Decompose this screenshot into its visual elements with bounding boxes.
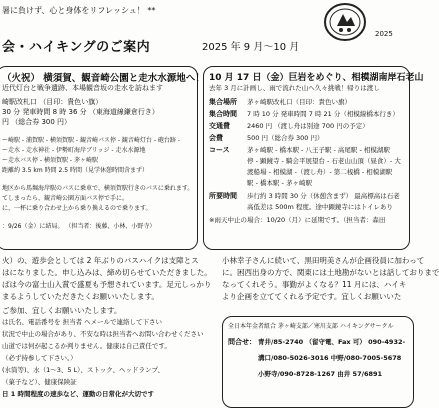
note-right-line: より企画を立ててくれる予定です。宜しくお願いいた (222, 292, 402, 301)
organization-name: 全日本年金者組合 茅ヶ崎支部／寒川支部 ハイキングサークル (228, 323, 394, 330)
right-row-value: 渡船場 - 相模湖 -（渡し舟）- 第二桟橋 - 相模湖駅 (247, 168, 393, 176)
instruction-line: 状況で中止の場合があり、不安な時は担当者へお問い合わせください (2, 330, 204, 338)
right-event-subtitle: 去年 3 月に計画し、雨で流れた山へ久々挑戦！帰りは渡し (209, 84, 380, 92)
right-row-key: 会費 (209, 134, 223, 142)
right-row-value: 7 時 10 分 発車時間 7 時 21 分（相模線橋本行き） (247, 110, 399, 118)
event-period: 2025 年 9 月〜10 月 (202, 42, 300, 53)
left-line: 距離約 3.5 km 時間 2.5 時間（見学休憩時間含まず） (2, 167, 148, 174)
right-row-key: 集合時間 (209, 110, 237, 118)
left-line: 円 （総合券 300 円） (2, 118, 72, 126)
left-line: てしまったら、観音崎公園方面バス停で手に。 (2, 195, 129, 202)
right-row-value: 駅 - 橋本駅 - 茅ヶ崎駅 (247, 179, 312, 187)
left-line: に、一杯に乗り合わせ上から乗り換えるので乗ります。 (2, 205, 152, 212)
right-row-key: コース (209, 146, 230, 154)
contact-line: 溝口/080-5026-3016 中野/080-7005-5678 (258, 354, 402, 362)
right-row-value: 2460 円 （渡し舟は別途 700 円の予定） (247, 122, 369, 130)
left-event-heading: （火祝） 横須賀、観音崎公園と走水水源地へ！ (2, 73, 205, 84)
corner-year: 2025 (375, 30, 393, 38)
left-event-subtitle: 近代灯台と戦争遺跡、本場観音坂の走水を訪ねます (2, 84, 163, 92)
circle-logo-icon (323, 2, 367, 42)
right-row-value: 茅ヶ崎駅改札口（目印：貴色い旗） (247, 98, 351, 106)
instruction-line: 日 1 時間程度の速歩など、運動の日常化が大切です (2, 390, 155, 398)
instruction-line: 山道では何が起こるか判りません。健康は自己責任です。 (2, 342, 171, 350)
right-row-value: 500 円（総合券 300 円） (247, 134, 324, 142)
note-left-line: はになりました。申し込みは、締め切らせていただきました。 (2, 268, 212, 277)
left-line: ：9/26（金）に結局。 （担当者：後藤、小林、小野寺） (2, 223, 156, 230)
left-line: ー走水 - 走水神社 - 伊勢町海岸ブリッジ - 走水水源地 (2, 147, 146, 154)
header-tagline: 暑に負けず、心と身体をリフレッシュ！ ** (2, 6, 156, 15)
left-line: 30 分 発車時間 8 時 36 分 （東海道線鎌倉行き） (2, 108, 159, 116)
right-row-key: 所要時間 (209, 192, 237, 200)
contact-line: 青井/85-2740 （留守電、Fax 可） 090-4932- (258, 338, 406, 346)
left-line: 崎駅改札口 （目印：貴色い旗） (2, 98, 103, 106)
right-row-key: 交通費 (209, 122, 230, 130)
note-right-line: なってくれそう。事勤がよくなる？11 月には、ハイキ (222, 280, 407, 289)
note-left-line: ぱは今の富士山入賞で盛夏も予想されています。足元しっかり (2, 280, 212, 289)
contact-line: 小野寺/090-8728-1267 由井 57/6891 (258, 370, 383, 378)
left-line: ー崎駅 - 浦賀駅 - 横須賀駅 - 観音崎バス停 - 観音崎灯台 - 砲台跡 - (2, 137, 180, 144)
note-left-line: 火）の、遊歩会としては 2 年ぶりのバスハイクは支障とス (2, 256, 199, 265)
instruction-line: （必ず持参して下さい。） (2, 354, 77, 362)
right-row-value: 茅ヶ崎駅 - 橋本駅 - 八王子駅 - 高尾駅 - 相模湖駅 (247, 146, 390, 154)
note-left-line: ご参加、宜しくお願いいたします。 (2, 306, 122, 315)
note-left-line: まるようしていただきたくお願いいたします。 (2, 292, 159, 301)
right-row-key: 集合場所 (209, 98, 237, 106)
instruction-line: は氏名、電話番号を 担当者 へメールで連絡して下さい (2, 318, 163, 326)
contact-label: 問合せ： (228, 338, 256, 346)
instruction-line: (水筒等)、水（1〜3、5 L）、ストック、ヘッドランプ、 (2, 366, 164, 374)
note-right-line: に。困西出身の方で、関東には土地勘がないとは話しておりまで (222, 268, 439, 277)
left-line: ー走水バス停 - 横須賀駅 - 茅ヶ崎駅 (2, 157, 98, 164)
page-title: 会・ハイキングのご案内 (2, 40, 151, 55)
right-row-value: 停 - 顕鏡寺 - 騎会平展望台 - 石老山山頂（昼食）- 大 (247, 157, 401, 165)
note-right-line: 小林幸子さんに続いて、黒田明美さんが企画役員に加わって (222, 256, 425, 265)
left-line: 地区から馬堀海岸駅のバスに乗車で、横須賀駅行きのバスに乗れます。 (2, 185, 194, 192)
right-row-value: 高低差は 500m 程度。途中顕鏡寺にはトイレあり (247, 203, 394, 211)
instruction-line: （菓子など）、健康保険証 (2, 378, 77, 386)
right-event-heading: 10 月 17 日（金）巨岩をめぐり、相模湖南岸石老山 (209, 73, 424, 83)
right-rain-note: ※雨天中止の場合：10/20（月）に延期です。（担当者：森田 (209, 216, 386, 224)
right-row-value: 歩行約 3 時間 30 分（休憩含まず） 最高標高は石老 (247, 192, 400, 200)
